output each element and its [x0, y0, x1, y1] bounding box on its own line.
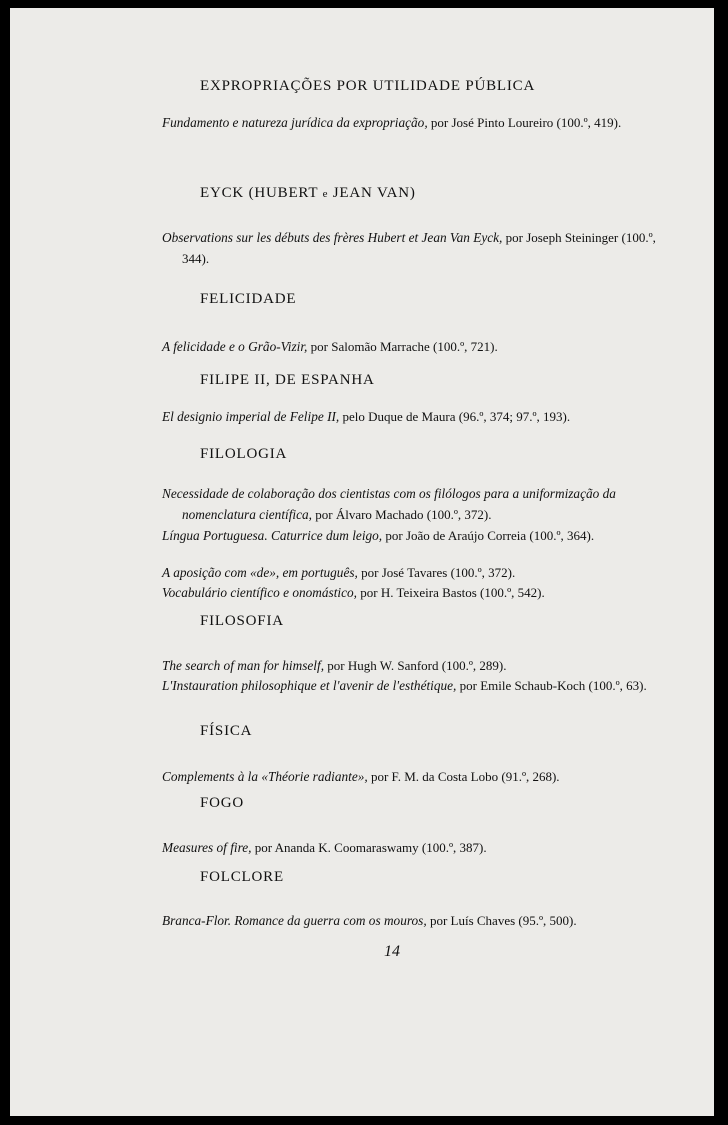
entry-reference: por F. M. da Costa Lobo (91.º, 268).: [367, 769, 560, 784]
section-heading-fogo: FOGO: [200, 795, 245, 811]
entry: [162, 227, 670, 269]
entry-reference: por Ananda K. Coomaraswamy (100.º, 387).: [251, 840, 487, 855]
section-heading-filipe-ii: FILIPE II, DE ESPANHA: [200, 372, 375, 388]
entry: [162, 655, 670, 676]
entry: [162, 675, 670, 696]
entry-title: A felicidade e o Grão-Vizir,: [162, 339, 308, 354]
entry-title: Branca-Flor. Romance da guerra com os mouros,: [162, 913, 427, 928]
entry: [162, 910, 670, 931]
entry: [162, 766, 670, 787]
entry-title: Língua Portuguesa. Caturrice dum leigo,: [162, 528, 383, 543]
section-heading-felicidade: FELICIDADE: [200, 291, 297, 307]
entry: [162, 837, 670, 858]
entry: [162, 582, 670, 603]
section-heading-eyck: [200, 185, 416, 202]
entry: [162, 483, 670, 525]
section-heading-filologia: FILOLOGIA: [200, 446, 288, 462]
document-page: [10, 8, 714, 1116]
entry: [162, 112, 670, 133]
section-heading-fisica: FÍSICA: [200, 723, 253, 739]
section-heading-expropriacoes: EXPROPRIAÇÕES POR UTILIDADE PÚBLICA: [200, 78, 536, 94]
entry: [162, 406, 670, 427]
entry-title: Fundamento e natureza jurídica da expropriação,: [162, 115, 428, 130]
heading-part: EYCK (HUBERT: [200, 185, 323, 201]
entry-reference: por João de Araújo Correia (100.º, 364).: [382, 528, 595, 543]
entry: [162, 525, 670, 546]
heading-part: JEAN VAN): [328, 185, 416, 201]
entry: [162, 562, 670, 583]
section-heading-filosofia: FILOSOFIA: [200, 613, 284, 629]
entry-reference: por Hugh W. Sanford (100.º, 289).: [324, 658, 507, 673]
entry-title: El designio imperial de Felipe II,: [162, 409, 340, 424]
entry-title: Complements à la «Théorie radiante»,: [162, 769, 368, 784]
heading-part: e: [322, 188, 329, 200]
entry-title: Observations sur les débuts des frères Hubert et Jean Van Eyck,: [162, 230, 503, 245]
section-heading-folclore: FOLCLORE: [200, 869, 284, 885]
entry-reference: por José Pinto Loureiro (100.º, 419).: [427, 115, 622, 130]
entry-reference: por Emile Schaub-Koch (100.º, 63).: [456, 678, 647, 693]
entry-title: Measures of fire,: [162, 840, 252, 855]
page-number: 14: [384, 943, 400, 960]
entry-reference: por Salomão Marrache (100.º, 721).: [307, 339, 498, 354]
entry: [162, 336, 670, 357]
entry-reference: por H. Teixeira Bastos (100.º, 542).: [357, 585, 545, 600]
entry-title: L'Instauration philosophique et l'avenir de l'esthétique,: [162, 678, 457, 693]
entry-reference: pelo Duque de Maura (96.º, 374; 97.º, 193).: [339, 409, 571, 424]
entry-title: Vocabulário científico e onomástico,: [162, 585, 357, 600]
entry-reference: por José Tavares (100.º, 372).: [357, 565, 516, 580]
entry-reference: por Joseph Steininger (100.º, 344).: [182, 230, 656, 266]
entry-title: Necessidade de colaboração dos cientistas com os filólogos para a uniformização da nomenclatura científica,: [162, 486, 616, 522]
entry-title: The search of man for himself,: [162, 658, 325, 673]
entry-reference: por Álvaro Machado (100.º, 372).: [311, 507, 492, 522]
entry-title: A aposição com «de», em português,: [162, 565, 358, 580]
entry-reference: por Luís Chaves (95.º, 500).: [426, 913, 577, 928]
